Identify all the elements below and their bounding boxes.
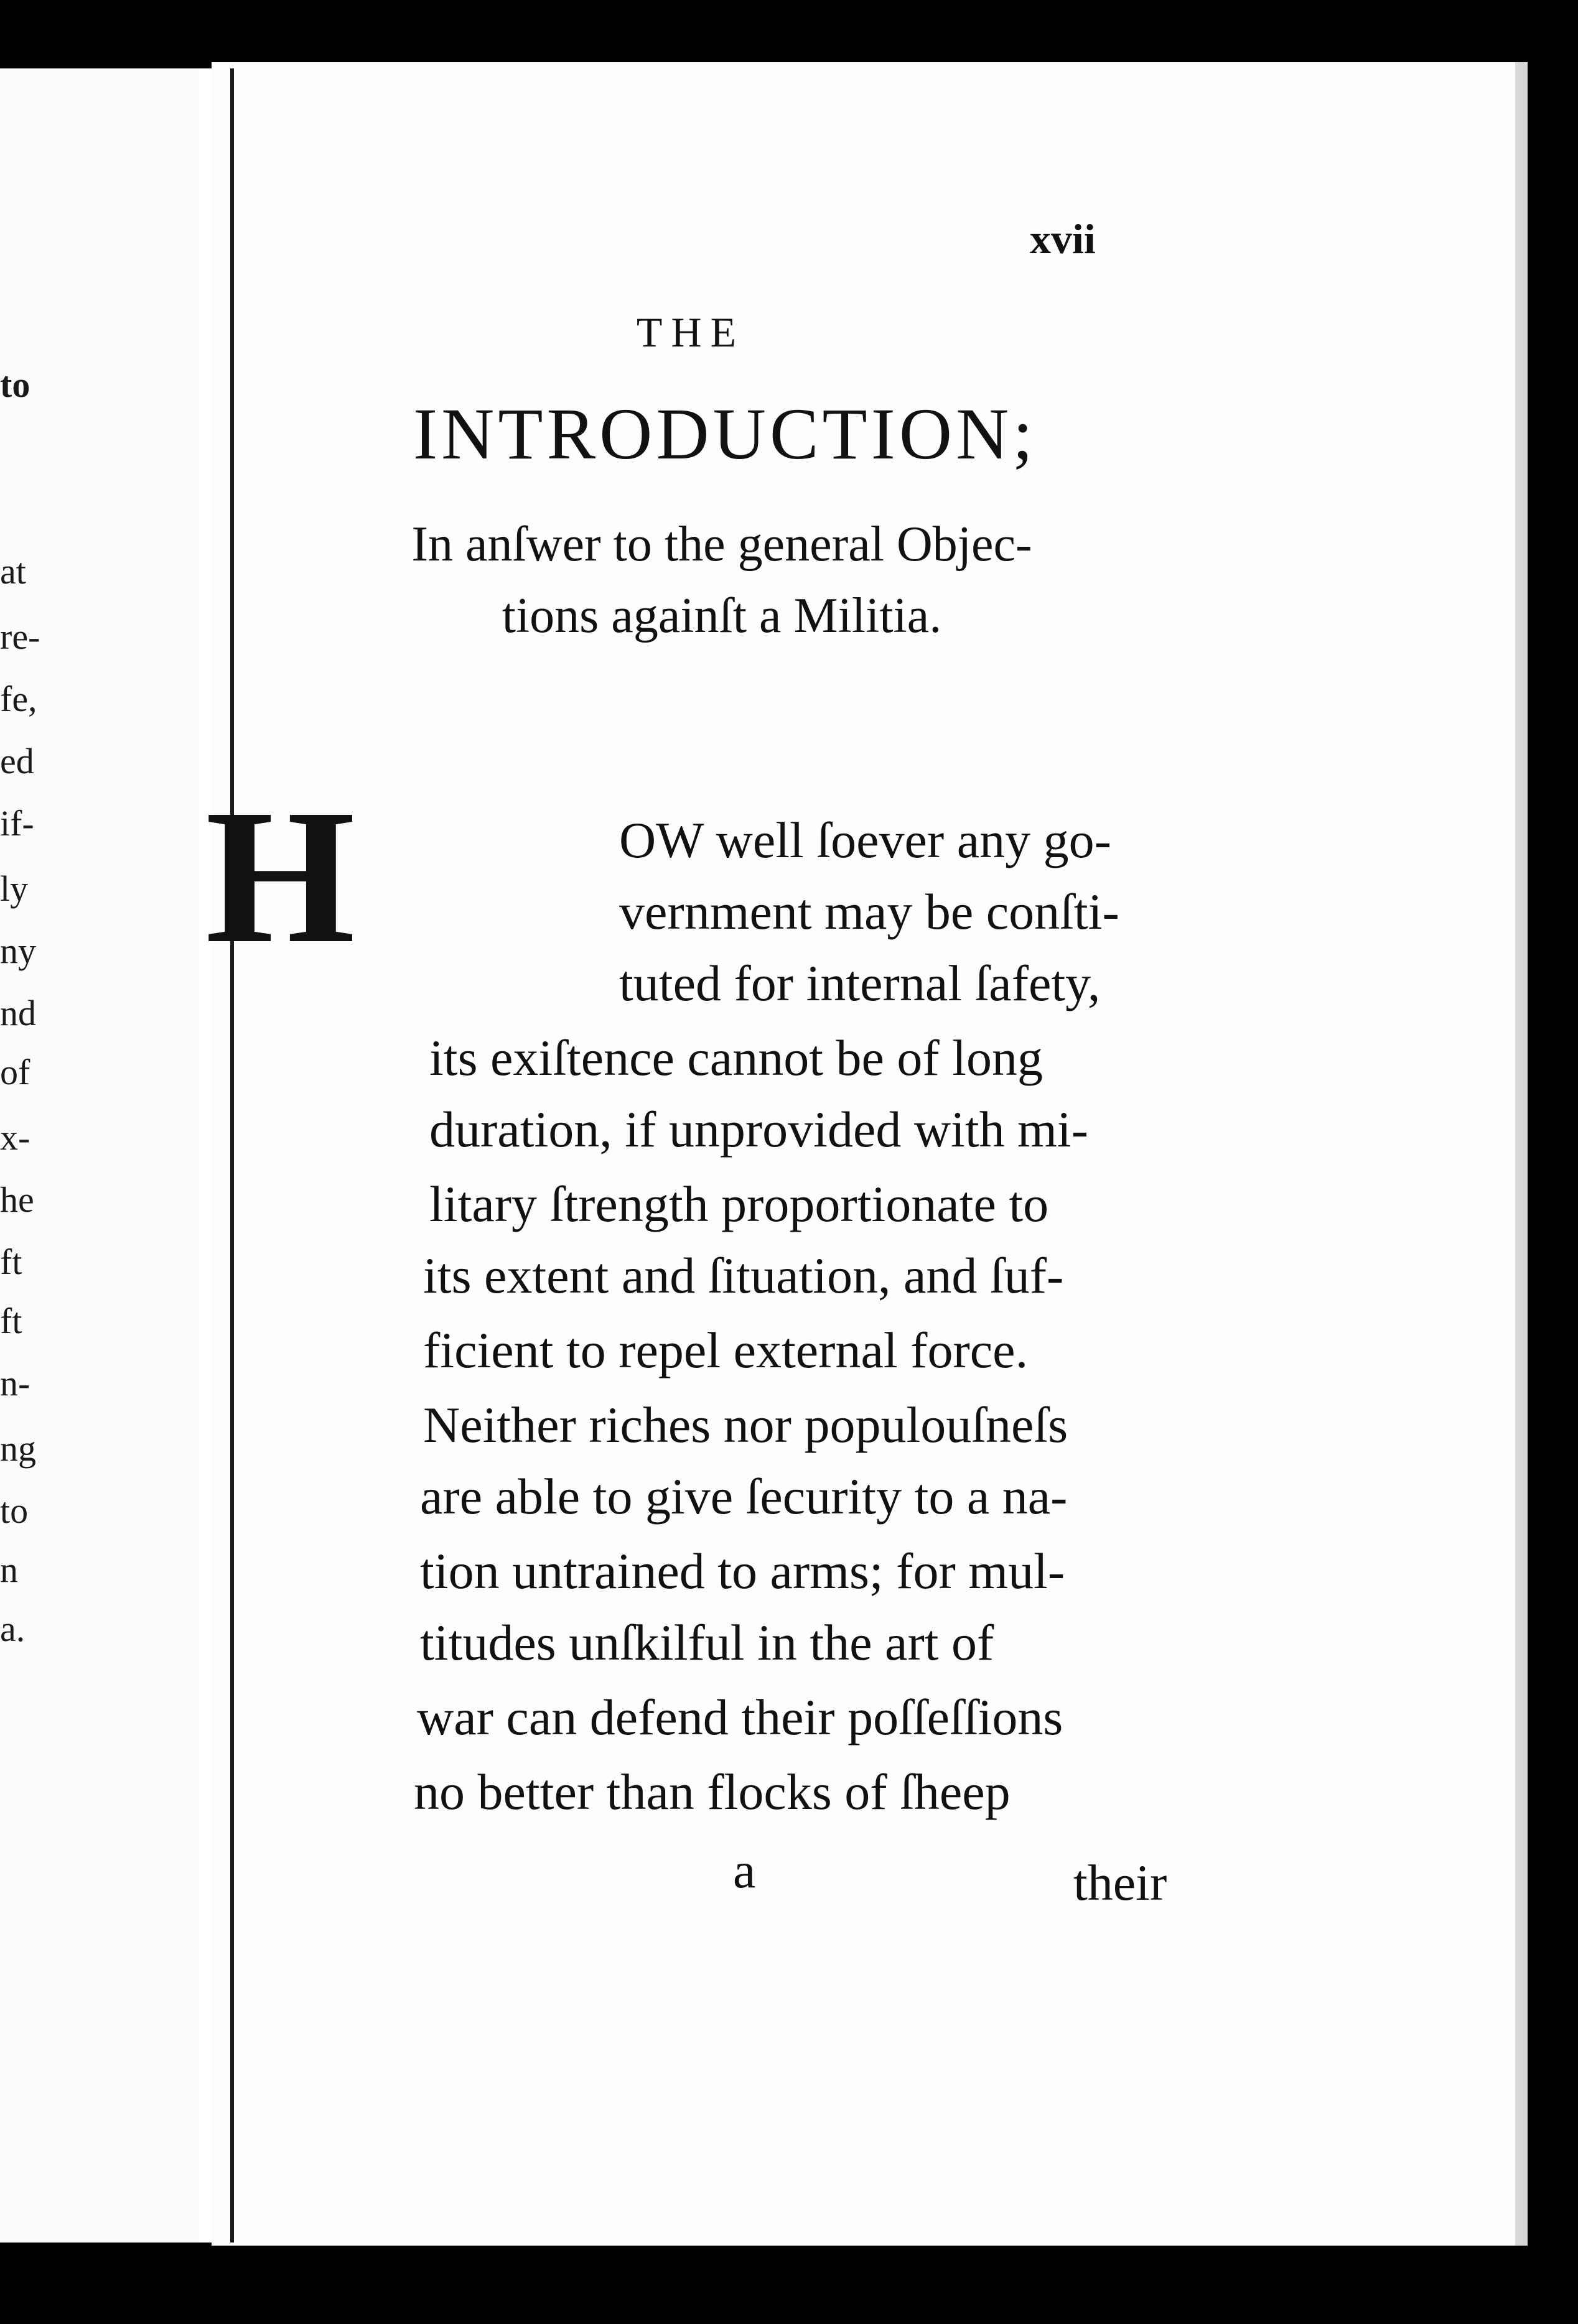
catchword: their [1073, 1854, 1167, 1911]
heading-introduction: INTRODUCTION; [413, 393, 1037, 475]
body-line-12: titudes unſkilful in the art of [420, 1614, 994, 1671]
page-gutter [199, 68, 212, 2243]
left-margin-fragment: of [0, 1052, 30, 1092]
body-line-11: tion untrained to arms; for mul- [420, 1543, 1065, 1599]
heading-the: THE [636, 309, 745, 356]
body-line-1: OW well ſoever any go- [619, 812, 1111, 868]
left-margin-fragment: n- [0, 1363, 30, 1403]
body-line-14: no better than flocks of ſheep [414, 1764, 1011, 1820]
page-edge [1515, 62, 1528, 2246]
body-line-4: its exiſtence cannot be of long [429, 1030, 1043, 1086]
left-margin-fragment: to [0, 1490, 29, 1531]
left-margin-fragment: x- [0, 1117, 30, 1158]
body-line-13: war can defend their poſſeſſions [417, 1689, 1063, 1745]
body-line-10: are able to give ſecurity to a na- [420, 1468, 1068, 1525]
body-line-8: ficient to repel external force. [423, 1322, 1029, 1378]
left-margin-fragment: ny [0, 931, 36, 971]
left-margin-fragment: a. [0, 1609, 26, 1649]
body-line-7: its extent and ſituation, and ſuf- [423, 1247, 1064, 1304]
spine-shadow-line [230, 68, 234, 2243]
left-margin-fragment: nd [0, 993, 36, 1033]
left-margin-fragment: to [0, 365, 30, 405]
body-line-6: litary ſtrength proportionate to [429, 1176, 1049, 1232]
left-margin-fragment: ft [0, 1301, 22, 1341]
left-margin-fragment: he [0, 1179, 34, 1220]
subtitle-line-1: In anſwer to the general Objec- [411, 517, 1032, 572]
drop-cap: H [205, 770, 356, 983]
left-margin-fragment: re- [0, 616, 40, 657]
body-line-5: duration, if unprovided with mi- [429, 1101, 1088, 1158]
left-margin-fragment: ft [0, 1242, 22, 1282]
left-margin-fragment: at [0, 551, 26, 592]
body-line-9: Neither riches nor populouſneſs [423, 1397, 1068, 1453]
subtitle-line-2: tions againſt a Militia. [502, 588, 942, 643]
left-margin-fragment: fe, [0, 679, 37, 719]
body-line-3: tuted for internal ſafety, [619, 955, 1101, 1011]
page-number: xvii [1030, 215, 1096, 263]
left-margin-fragment: n [0, 1550, 18, 1590]
signature-mark: a [733, 1842, 756, 1899]
left-margin-fragment: ly [0, 868, 29, 909]
left-margin-fragment: ng [0, 1428, 36, 1469]
left-margin-fragment: if- [0, 803, 34, 844]
body-line-2: vernment may be conſti- [619, 883, 1119, 940]
left-page [0, 68, 199, 2243]
left-margin-fragment: ed [0, 741, 34, 781]
